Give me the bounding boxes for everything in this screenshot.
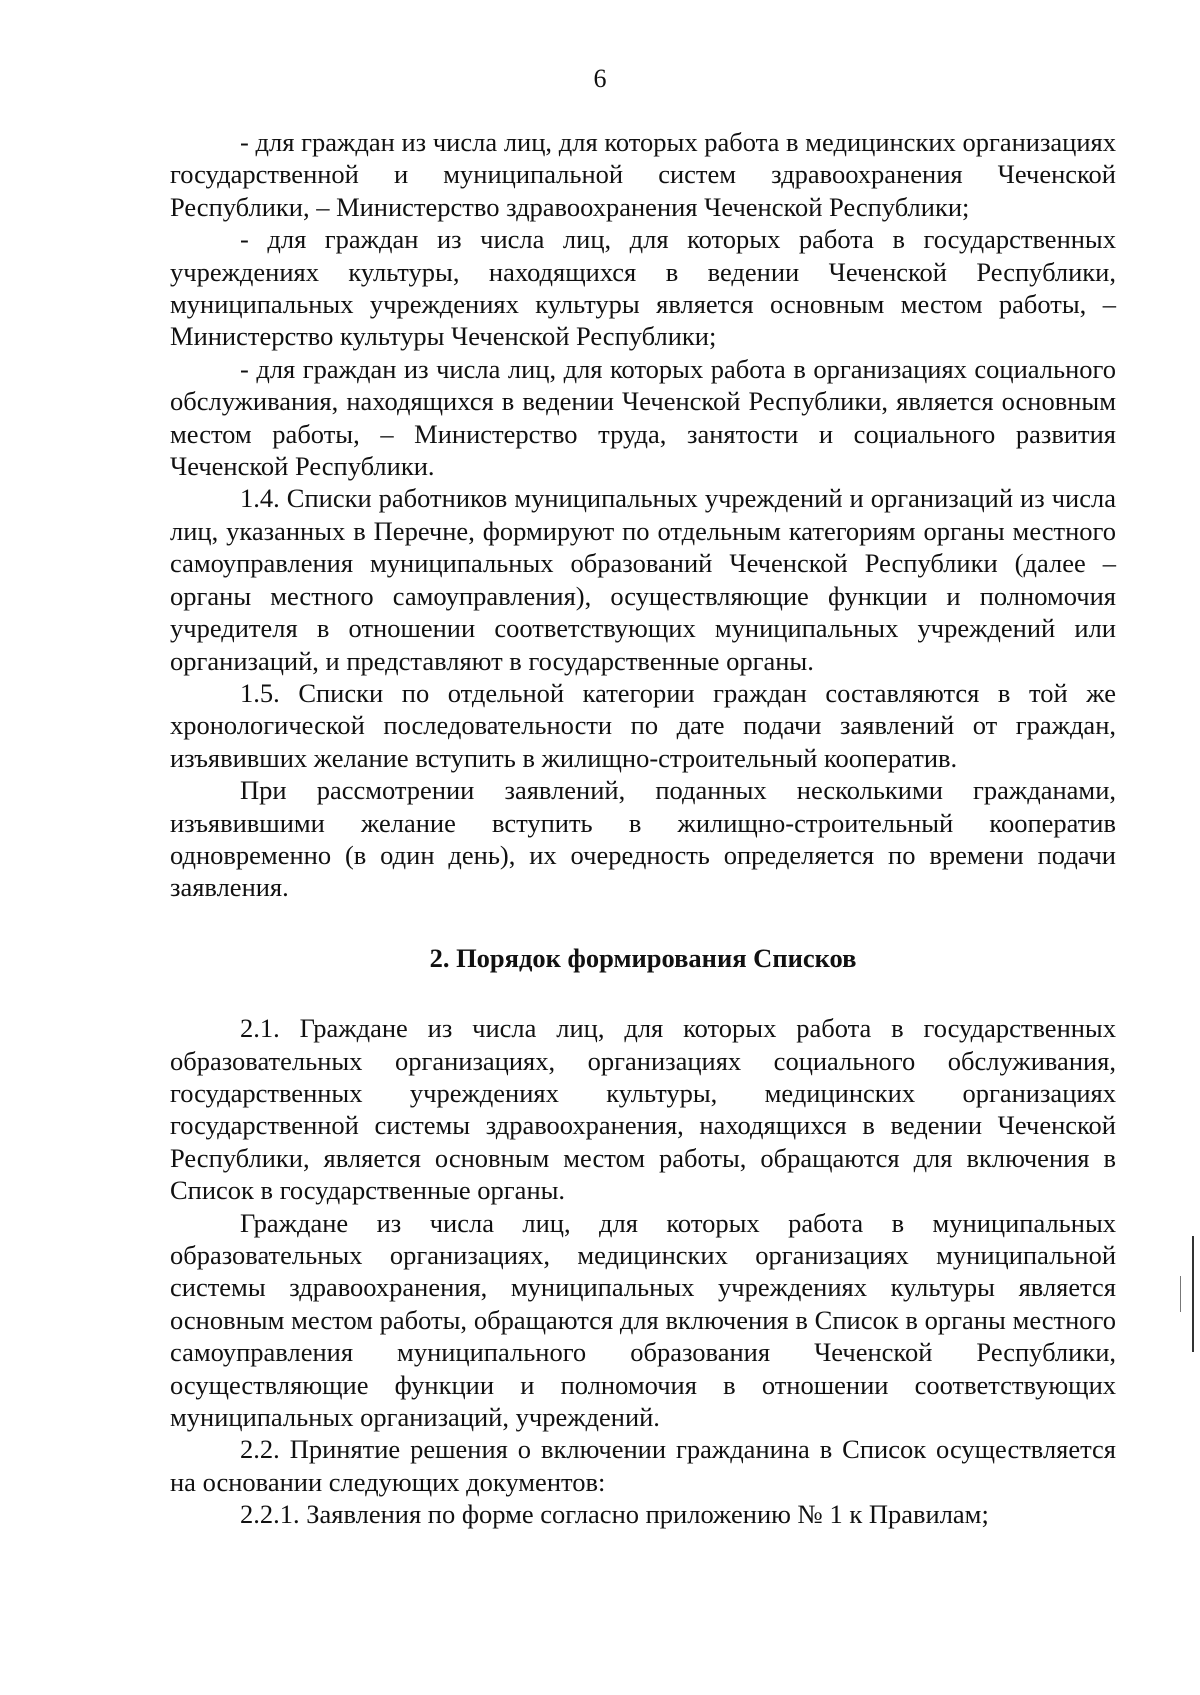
paragraph-1-5: 1.5. Списки по отдельной категории граждан составляются в той же хронологической последовательности по дате подачи заявлений от граждан, изъявивших желание вступить в жилищно-строительный кооператив. bbox=[170, 677, 1116, 773]
paragraph-2-1: 2.1. Граждане из числа лиц, для которых работа в государственных образовательных организациях, организациях социального обслуживания, государственных учреждениях культуры, медицинских организациях государственной системы здравоохранения, находящихся в ведении Чеченской Республики, является основным местом работы, обращаются для включения в Список в государственные органы. bbox=[170, 1013, 1116, 1206]
paragraph-culture-ministry: - для граждан из числа лиц, для которых работа в государственных учреждениях культуры, находящихся в ведении Чеченской Республики, муниципальных учреждениях культуры является основным местом работы, – Министерство культуры Чеченской Республики; bbox=[170, 224, 1116, 352]
margin-line-mark-small bbox=[1180, 1276, 1181, 1312]
paragraph-same-day-applications: При рассмотрении заявлений, поданных несколькими гражданами, изъявившими желание вступить в жилищно-строительный кооператив одновременно (в один день), их очередность определяется по времени подачи заявления. bbox=[170, 775, 1116, 903]
paragraph-2-2-1: 2.2.1. Заявления по форме согласно приложению № 1 к Правилам; bbox=[240, 1499, 989, 1530]
document-body bbox=[170, 126, 1116, 1531]
paragraph-municipal-citizens: Граждане из числа лиц, для которых работа в муниципальных образовательных организациях, медицинских организациях муниципальной системы здравоохранения, муниципальных учреждениях культуры является основным местом работы, обращаются для включения в Список в органы местного самоуправления муниципального образования Чеченской Республики, осуществляющие функции и полномочия в отношении соответствующих муниципальных организаций, учреждений. bbox=[170, 1207, 1116, 1433]
paragraph-1-4: 1.4. Списки работников муниципальных учреждений и организаций из числа лиц, указанных в Перечне, формируют по отдельным категориям органы местного самоуправления муниципальных образований Чеченской Республики (далее – органы местного самоуправления), осуществляющие функции и полномочия учредителя в отношении соответствующих муниципальных учреждений или организаций, и представляют в государственные органы. bbox=[170, 483, 1116, 676]
paragraph-healthcare-ministry: - для граждан из числа лиц, для которых работа в медицинских организациях государственной и муниципальной систем здравоохранения Чеченской Республики, – Министерство здравоохранения Чеченской Республики; bbox=[170, 127, 1116, 222]
page-number: 6 bbox=[593, 64, 607, 93]
paragraph-labor-ministry: - для граждан из числа лиц, для которых работа в организациях социального обслуживания, находящихся в ведении Чеченской Республики, является основным местом работы, – Министерство труда, занятости и социального развития Чеченской Республики. bbox=[170, 353, 1116, 482]
paragraph-2-2: 2.2. Принятие решения о включении гражданина в Список осуществляется на основании следующих документов: bbox=[170, 1434, 1116, 1497]
section-heading: 2. Порядок формирования Списков bbox=[429, 942, 857, 973]
margin-line-mark bbox=[1192, 1236, 1194, 1352]
